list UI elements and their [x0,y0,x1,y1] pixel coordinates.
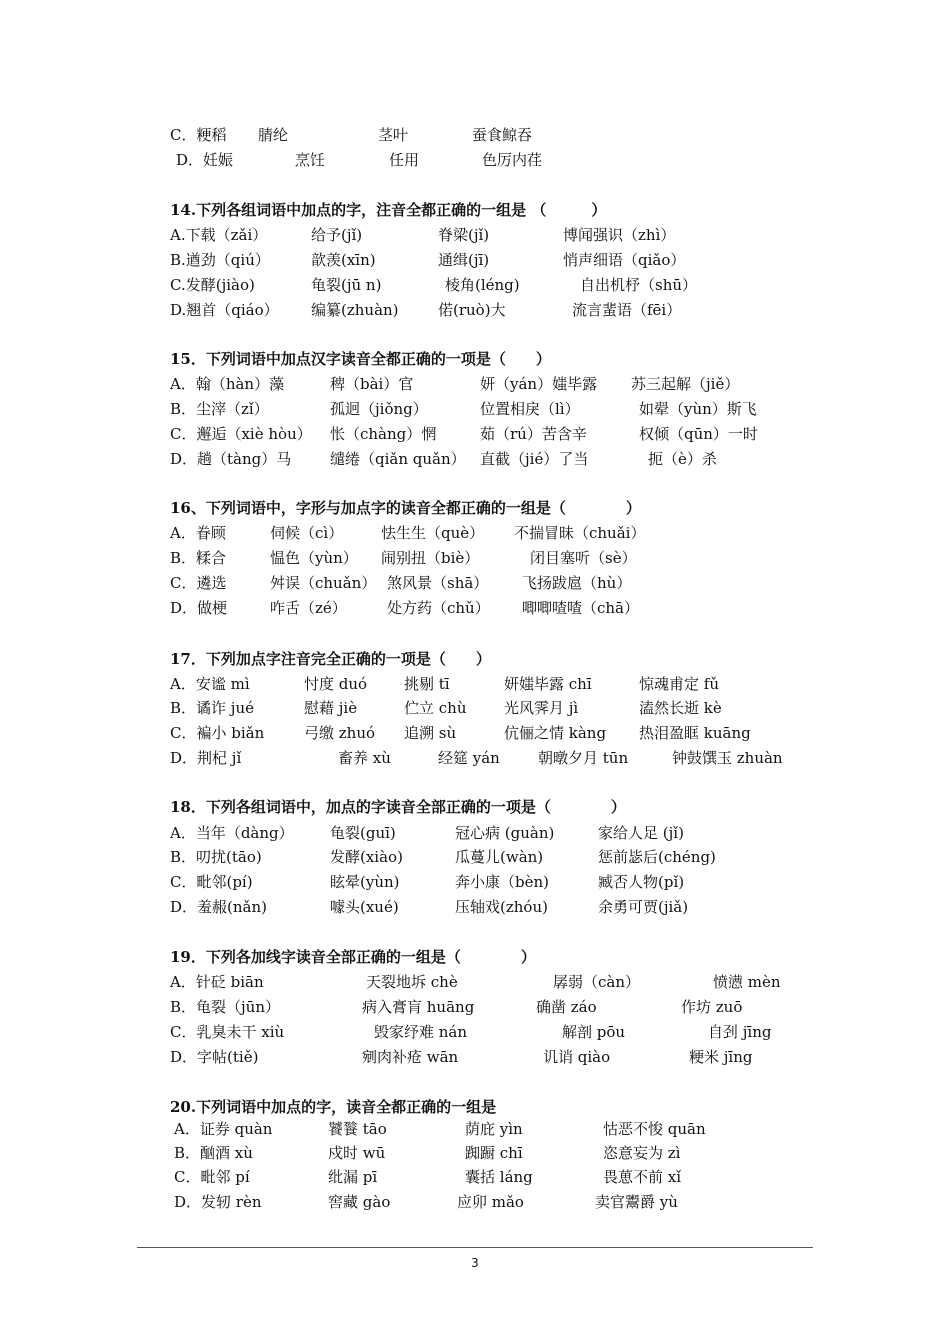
option-term: 悄声细语（qiǎo） [563,251,686,269]
option-term: 飞扬跋扈（hù） [522,574,632,592]
option-label: A．安谧 mì [170,675,250,693]
option-term: 瓜蔓儿(wàn) [455,848,544,866]
option-term: 腈纶 [258,126,289,144]
option-term: 挑剔 tī [404,675,450,693]
option-term: 龟裂(guī) [330,824,396,842]
option-term: 苏三起解（jiě） [631,375,740,393]
option-label: A．眷顾 [170,524,226,542]
option-term: 臧否人物(pǐ) [598,873,685,891]
option-label: C.发酵(jiào) [170,276,255,294]
option-term: 妍（yán）媸毕露 [480,375,598,393]
option-term: 不揣冒昧（chuǎi） [514,524,646,542]
option-term: 烹饪 [295,151,326,169]
option-term: 踟蹰 chī [465,1144,523,1162]
option-term: 妍媸毕露 chī [504,675,592,693]
option-label: D.翘首（qiáo） [170,301,279,319]
option-term: 伫立 chù [404,699,467,717]
option-term: 如翚（yùn）斯飞 [639,400,757,418]
option-term: 惊魂甫定 fǔ [639,675,719,693]
question-text: 16、下列词语中，字形与加点字的读音全都正确的一组是（ ） [170,499,641,517]
option-term: 经筵 yán [438,749,500,767]
option-label: B．龟裂（jūn） [170,998,280,1016]
option-term: 应卯 mǎo [457,1193,524,1211]
option-term: 畏葸不前 xǐ [603,1168,682,1186]
option-label: A．针砭 biān [170,973,264,991]
question-text: 20.下列词语中加点的字，读音全都正确的一组是 [170,1098,497,1116]
question-text: 17．下列加点字注音完全正确的一项是（ ） [170,650,491,668]
option-term: 博闻强识（zhì） [563,226,676,244]
option-term: 剜肉补疮 wān [362,1048,459,1066]
option-term: 溘然长逝 kè [639,699,722,717]
option-label: D．发轫 rèn [174,1193,262,1211]
option-term: 惩前毖后(chéng) [598,848,716,866]
option-label: C．毗邻 pí [174,1168,250,1186]
option-term: 闭目塞听（sè） [530,549,637,567]
option-term: 囊括 láng [465,1168,533,1186]
option-term: 压轴戏(zhóu) [455,898,548,916]
option-term: 卖官鬻爵 yù [595,1193,678,1211]
option-label: D．羞赧(nǎn) [170,898,267,916]
option-term: 畜养 xù [338,749,391,767]
option-term: 讥诮 qiào [543,1048,611,1066]
option-term: 朝暾夕月 tūn [538,749,629,767]
option-term: 愠色（yùn） [270,549,358,567]
option-term: 孱弱（càn） [553,973,641,991]
option-term: 戍时 wū [328,1144,386,1162]
option-term: 作坊 zuō [681,998,743,1016]
option-label: D．荆杞 jǐ [170,749,242,767]
option-label: D．趟（tàng）马 [170,450,292,468]
option-label: C．褊小 biǎn [170,724,265,742]
option-label: B．尘滓（zǐ） [170,400,269,418]
option-term: 唧唧喳喳（chā） [522,599,640,617]
option-term: 任用 [389,151,420,169]
footer-divider [137,1247,813,1248]
option-term: 伺候（cì） [270,524,344,542]
option-term: 眩晕(yùn) [330,873,400,891]
option-term: 毁家纾难 nán [374,1023,468,1041]
option-term: 怙恶不悛 quān [603,1120,706,1138]
option-term: 缱绻（qiǎn quǎn） [330,450,466,468]
option-term: 窖藏 gào [328,1193,391,1211]
option-term: 流言蜚语（fēi） [572,301,682,319]
option-term: 慰藉 jiè [304,699,358,717]
option-label: A．当年（dàng） [170,824,294,842]
option-term: 位置相戾（lì） [480,400,580,418]
option-term: 煞风景（shā） [387,574,489,592]
option-term: 自刭 jīng [708,1023,772,1041]
option-term: 偌(ruò)大 [438,301,506,319]
option-term: 弓缴 zhuó [304,724,376,742]
option-term: 家给人足 (jǐ) [598,824,684,842]
option-term: 忖度 duó [304,675,368,693]
option-term: 发酵(xiào) [330,848,403,866]
option-label: C．粳稻 [170,126,227,144]
option-term: 奔小康（bèn) [455,873,549,891]
option-label: D．字帖(tiě) [170,1048,259,1066]
page-number: 3 [471,1256,479,1270]
option-term: 余勇可贾(jiǎ) [598,898,689,916]
option-label: A.下载（zǎi） [170,226,268,244]
option-term: 闹别扭（biè） [381,549,480,567]
option-term: 龟裂(jū n) [311,276,382,294]
option-term: 热泪盈眶 kuāng [639,724,751,742]
question-text: 19．下列各加线字读音全部正确的一组是（ ） [170,948,536,966]
option-label: D．做梗 [170,599,228,617]
option-label: B．糅合 [170,549,227,567]
option-term: 噱头(xué) [330,898,399,916]
question-text: 18．下列各组词语中，加点的字读音全部正确的一项是（ ） [170,798,626,816]
option-term: 权倾（qūn）一时 [639,425,758,443]
option-label: C．毗邻(pí) [170,873,253,891]
option-term: 冠心病 (guàn) [455,824,555,842]
option-term: 病入膏肓 huāng [362,998,475,1016]
option-term: 确凿 záo [536,998,597,1016]
option-term: 饕餮 tāo [328,1120,387,1138]
option-term: 伉俪之情 kàng [504,724,607,742]
option-term: 蚕食鲸吞 [472,126,533,144]
option-term: 脊梁(jǐ) [438,226,490,244]
option-term: 荫庇 yìn [465,1120,523,1138]
option-term: 编纂(zhuàn) [311,301,399,319]
option-term: 色厉内荏 [482,151,543,169]
option-label: C．邂逅（xiè hòu） [170,425,312,443]
question-text: 14.下列各组词语中加点的字，注音全都正确的一组是 （ ） [170,201,607,219]
option-term: 钟鼓馔玉 zhuàn [672,749,783,767]
option-label: C．乳臭未干 xiù [170,1023,285,1041]
option-term: 天裂地坼 chè [366,973,458,991]
option-term: 稗（bài）官 [330,375,414,393]
option-term: 怅（chàng）惘 [330,425,437,443]
option-term: 棱角(léng) [445,276,520,294]
option-term: 自出机杼（shū） [580,276,698,294]
option-term: 纰漏 pī [328,1168,378,1186]
option-term: 光风霁月 jì [504,699,579,717]
option-label: B．叨扰(tāo) [170,848,262,866]
option-term: 通缉(jī) [438,251,490,269]
option-term: 处方药（chǔ） [387,599,490,617]
option-term: 扼（è）杀 [648,450,717,468]
option-term: 咋舌（zé） [270,599,347,617]
option-label: B.遒劲（qiú） [170,251,270,269]
option-label: B．酗酒 xù [174,1144,253,1162]
option-term: 怯生生（què） [381,524,485,542]
option-term: 直截（jié）了当 [480,450,589,468]
option-label: D．妊娠 [176,151,234,169]
option-term: 茎叶 [378,126,409,144]
option-term: 孤迥（jiǒng） [330,400,428,418]
option-term: 愤懑 mèn [713,973,781,991]
option-term: 恣意妄为 zì [603,1144,681,1162]
option-term: 给予(jǐ) [311,226,363,244]
option-label: C．遴选 [170,574,227,592]
option-label: A．证券 quàn [174,1120,273,1138]
option-term: 解剖 pōu [562,1023,626,1041]
option-term: 歆羡(xīn) [311,251,376,269]
option-term: 舛误（chuǎn） [270,574,377,592]
question-text: 15．下列词语中加点汉字读音全都正确的一项是（ ） [170,350,551,368]
option-term: 追溯 sù [404,724,457,742]
option-label: A．翰（hàn）藻 [170,375,285,393]
option-label: B．谲诈 jué [170,699,254,717]
option-term: 粳米 jīng [689,1048,753,1066]
option-term: 茹（rú）苦含辛 [480,425,587,443]
